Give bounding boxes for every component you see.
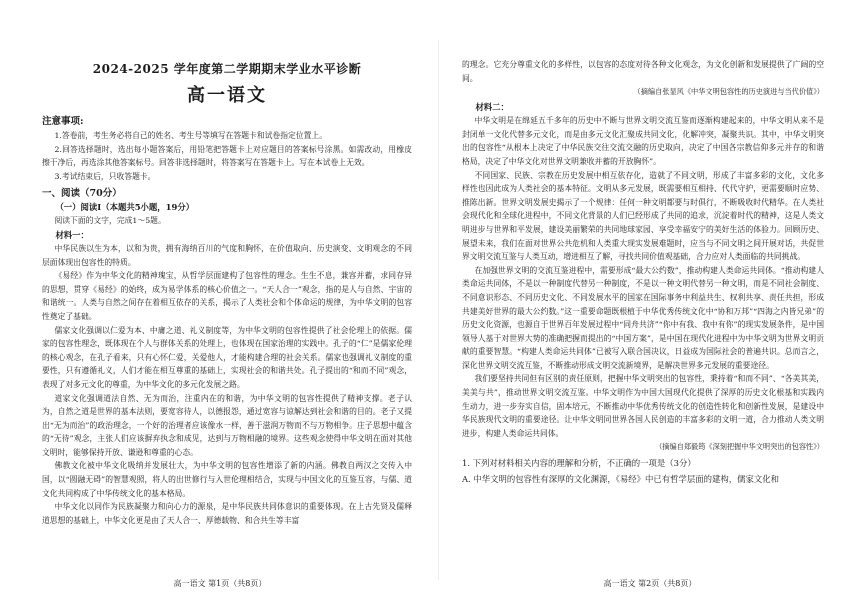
body-paragraph: 的理念。它充分尊重文化的多样性，以包容的态度对待各种文化观念，为文化创新和发展提供了广阔的空间。	[462, 60, 824, 83]
page-footer: 高一语文 第2页（共8页）	[603, 579, 697, 588]
exam-title: 2024-2025 学年度第二学期期末学业水平诊断	[92, 62, 362, 76]
instruction-text: 阅读下面的文字，完成1～5题。	[54, 216, 166, 226]
notice-item: 3.考试结束后，只收答题卡。	[54, 171, 156, 181]
subject-title: 高一语文	[187, 85, 267, 106]
body-paragraph: 《易经》作为中华文化的精神瑰宝，从哲学层面建构了包容性的理念。生生不息，兼容并蓄，求同存异的思想，贯穿《易经》的始终，成为易学体系的核心价值之一。“天人合一”观念，指的是人与自然、宇宙的和谐统一。人类与自然之间存在着相互依存的关系，揭示了人类社会和个体命运的规律，为中华文明的包容性奠定了基础。	[42, 271, 412, 321]
body-paragraph: 在加强世界文明的交流互鉴进程中，需要形成“最大公约数”，推动构建人类命运共同体。“推动构建人类命运共同体，不是以一种制度代替另一种制度，不是以一种文明代替另一种文明，而是不同社会制度、不同意识形态、不同历史文化、不同发展水平的国家在国际事务中利益共生、权利共享、责任共担，形成共建美好世界的最大公约数。”这一重要命题既根植于中华优秀传统文化中“协和万邦”“四海之内皆兄弟”的历史文化资源，也源自于世界百年发展过程中“同舟共济”“你中有我、我中有你”的现实发展条件，是中国领导人基于对世界大势的准确把握而提出的“中国方案”，是中国在现代化进程中为中华文明为世界文明贡献的重要智慧。“构建人类命运共同体”已被写入联合国决议，日益成为国际社会的普遍共识。总而言之，深化世界文明交流互鉴，不断推动形成文明交流新境界，是解决世界多元发展的重要途径。	[462, 265, 824, 370]
notice-item: 2.回答选择题时，选出每小题答案后，用铅笔把答题卡上对应题目的答案标号涂黑。如需改动，用橡皮擦干净后，再选涂其他答案标号。回答非选择题时，将答案写在答题卡上。写在本试卷上无效。	[42, 144, 412, 168]
question-option: A. 中华文明的包容性有深厚的文化渊源，《易经》中已有哲学层面的建构，儒家文化和	[462, 474, 780, 485]
question-stem: 1. 下列对材料相关内容的理解和分析，不正确的一项是（3分）	[462, 458, 696, 469]
body-paragraph: 佛教文化被中华文化吸纳并发展壮大，为中华文明的包容性增添了新的内涵。佛教自两汉之交传入中国，以“圆融无碍”的智慧观照，将人的出世修行与入世伦理相结合，实现与中国文化的互鉴互容，与儒、道文化共同构成了中华传统文化的基本格局。	[42, 461, 412, 498]
body-paragraph: 道家文化强调道法自然、无为而治，注重内在的和谐，为中华文明的包容性提供了精神支撑。老子认为，自然之道是世界的基本法则，要宽容待人，以德报怨，通过宽容与谅解达到社会和谐的目的。老子又提出“无为而治”的政治理念，一个好的治理者应该像水一样，善于滋润万物而不与万物相争。庄子思想中蕴含的“无待”观念，主张人们应该摒弃执念和成见，达到与万物相融的境界。这些观念使得中华文明在面对其他文明时，能够保持开放、谦逊和尊重的心态。	[42, 393, 412, 457]
notice-heading: 注意事项:	[42, 116, 84, 127]
section-heading: 一、阅读（70分）	[42, 188, 122, 200]
body-paragraph: 儒家文化强调以仁爱为本、中庸之道、礼义制度等，为中华文明的包容性提供了社会伦理上的依据。儒家的包容性理念，既体现在个人与群体关系的处理上，也体现在国家治理的实践中。孔子的“仁”是儒家伦理的核心观念，在孔子看来，只有心怀仁爱，关爱他人，才能构建合理的社会关系。儒家也强调礼义制度的重要性，只有遵循礼义，人们才能在相互尊重的基础上，实现社会的和谐共处。孔子提出的“和而不同”观念，表现了对多元文化的尊重，为中华文化的多元化发展之路。	[42, 325, 412, 389]
page-footer: 高一语文 第1页（共8页）	[173, 579, 267, 588]
body-paragraph: 中华文化以同作为民族凝聚力和向心力的源泉，是中华民族共同体意识的重要体现。在上古先贤及儒释道思想的基础上，中华文化更是由了天人合一、厚德载物、和合共生等丰富	[42, 502, 412, 525]
material-label: 材料一：	[55, 229, 89, 240]
material-label: 材料二：	[475, 102, 509, 113]
body-paragraph: 不同国家、民族、宗教在历史发展中相互依存化，造就了不同文明，形成了丰富多彩的文化，文化多样性也因此成为人类社会的基本特征。文明从多元发展，既需要相互相持、代代守护，更需要顺时应势、推陈出新。世界文明发展史揭示了一个规律：任何一种文明都要与时俱行，不断吸收时代精华。在人类社会现代化和全球化进程中，不同文化背景的人们已经形成了共同的追求，沉淀着时代的精神，这是人类文明进步与世界和平发展，建设美丽繁荣的共同地球家园、享受幸福安宁的美好生活的体验力。回顾历史、展望未来，我们在面对世界公共危机和人类重大现实发展难题时，应当与不同文明之间开展对话，共促世界文明交流互鉴与人类互动，增进相互了解，寻找共同价值观基础，合力应对人类面临的共同挑战。	[462, 170, 824, 262]
body-paragraph: 中华民族以生为本，以和为贵，拥有海纳百川的气度和胸怀，在价值取向、历史演变、文明观念的不同层面体现出包容性的特质。	[42, 243, 412, 267]
notice-item: 1.答卷前，考生务必将自己的姓名、考生号等填写在答题卡和试卷指定位置上。	[54, 131, 327, 140]
body-paragraph: 中华文明是在绵延五千多年的历史中不断与世界文明交流互鉴而逐渐构建起来的，中华文明从来不是封闭单一文化代替多元文化，而是由多元文化汇聚成共同文化，化解冲突，凝聚共识。其中，中华文明突出的包容性“从根本上决定了中华民族交往交流交融的历史取向，决定了中国各宗教信仰多元并存的和谐格局，决定了中华文化对世界文明兼收并蓄的开放胸怀”。	[462, 116, 824, 166]
body-paragraph: 我们要坚持共同但有区别的责任原则，把握中华文明突出的包容性，秉持着“和而不同”、“各美其美，美美与共”，推动世界文明交流互鉴。中华文明作为中国大国现代化提供了深厚的历史文化根基和实践内生动力，进一步夯实自信，固本培元，不断推动中华优秀传统文化的创造性转化和创新性发展，是建设中华民族现代文明的重要途径。让中华文明同世界各国人民创造的丰富多彩的文明一道，合力推动人类文明进步，构建人类命运共同体。	[462, 374, 824, 438]
source-citation: （摘编自张显风《中华文明包容性的历史演进与当代价值》）	[633, 87, 824, 97]
subsection-heading: （一）阅读Ⅰ（本题共5小题，19分）	[55, 202, 195, 213]
source-citation: （摘编自郑毅筠《深刻把握中华文明突出的包容性》）	[655, 442, 824, 452]
exam-page-2	[440, 0, 860, 608]
